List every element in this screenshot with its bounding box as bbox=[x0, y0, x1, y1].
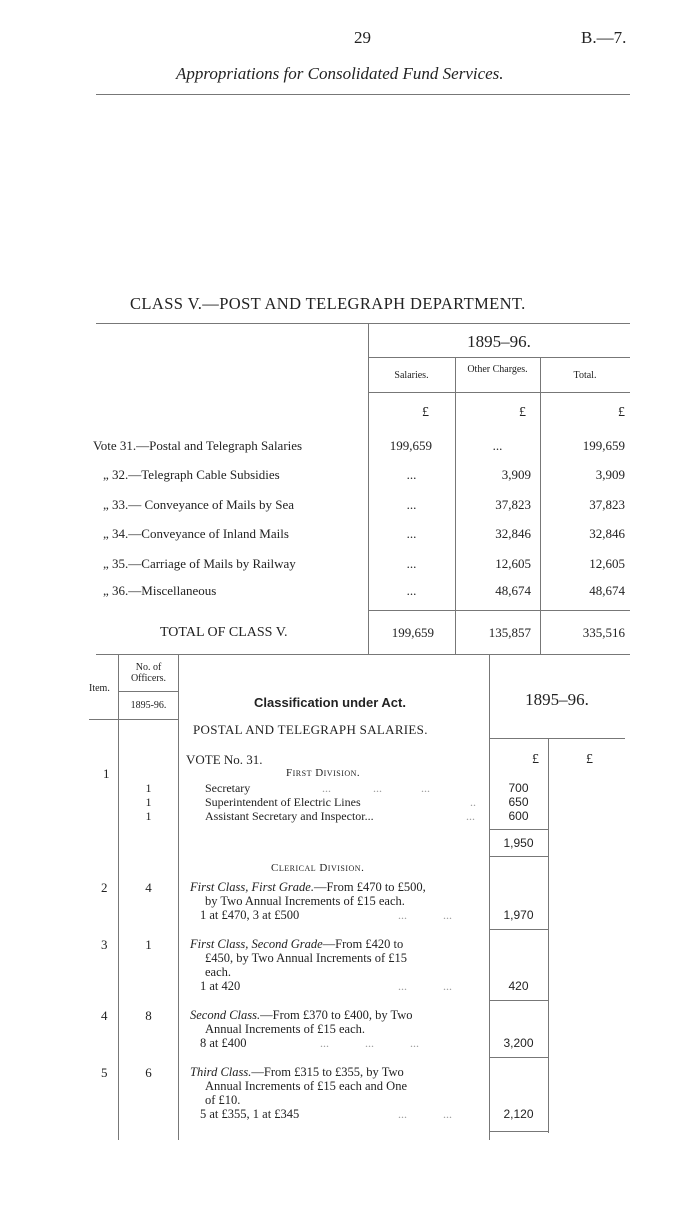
class-desc-line: each. bbox=[205, 965, 232, 979]
officers-count: 4 bbox=[145, 880, 152, 895]
summary-row-label: Vote 31.—Postal and Telegraph Salaries bbox=[93, 438, 303, 453]
leader-dots: ... ... bbox=[398, 1107, 452, 1121]
summary-row-salaries: ... bbox=[406, 497, 417, 512]
cls-currency-1: £ bbox=[532, 752, 539, 767]
clerical-division-heading: Clerical Division. bbox=[271, 862, 365, 874]
class-desc-line: —From £370 to £400, by Two bbox=[260, 1008, 413, 1022]
summary-row-salaries: ... bbox=[406, 526, 417, 541]
summary-row-salaries: ... bbox=[406, 556, 417, 571]
summary-top-rule bbox=[96, 323, 630, 324]
summary-bottom-rule bbox=[96, 654, 630, 655]
cls-amount-col-rule bbox=[489, 655, 490, 1140]
class-title: CLASS V.—POST AND TELEGRAPH DEPARTMENT. bbox=[130, 294, 526, 313]
summary-colhead-rule bbox=[368, 392, 630, 393]
summary-row-total: 199,659 bbox=[582, 438, 625, 453]
col-salaries: Salaries. bbox=[394, 370, 429, 381]
summary-total-total: 335,516 bbox=[582, 625, 625, 640]
class-desc-line: Annual Increments of £15 each and One bbox=[205, 1079, 408, 1093]
summary-row-label: „ 36.—Miscellaneous bbox=[103, 583, 217, 598]
col-officers: No. of Officers. bbox=[130, 662, 167, 684]
summary-total-salaries: 199,659 bbox=[391, 625, 434, 640]
summary-row-other: 37,823 bbox=[495, 497, 531, 512]
fd-subtotal: 1,950 bbox=[503, 836, 534, 850]
summary-row-other: 32,846 bbox=[495, 526, 531, 541]
position-amount: 700 bbox=[508, 781, 529, 795]
leader-dots: ... ... bbox=[398, 979, 452, 993]
position-amount: 600 bbox=[508, 809, 529, 823]
currency-salaries: £ bbox=[422, 405, 429, 420]
summary-row-label: „ 32.—Telegraph Cable Subsidies bbox=[103, 467, 280, 482]
summary-row-other: 48,674 bbox=[495, 583, 531, 598]
leader-dots: .. bbox=[470, 795, 476, 809]
summary-row-total: 12,605 bbox=[589, 556, 625, 571]
cls-officers-col-rule bbox=[178, 655, 179, 1140]
col-total: Total. bbox=[573, 370, 597, 381]
fd-sum-rule bbox=[489, 829, 548, 830]
item-rule bbox=[489, 1000, 548, 1001]
class-desc-line: —From £315 to £355, by Two bbox=[251, 1065, 404, 1079]
summary-row-salaries: 199,659 bbox=[389, 438, 432, 453]
item-number: 5 bbox=[101, 1065, 108, 1080]
officers-count: 1 bbox=[145, 937, 152, 952]
summary-total-other: 135,857 bbox=[488, 625, 531, 640]
summary-total-rule bbox=[368, 610, 630, 611]
item-number: 4 bbox=[101, 1008, 108, 1023]
summary-row-total: 48,674 bbox=[589, 583, 625, 598]
class-name: Second Class. bbox=[190, 1008, 261, 1022]
item-number: 3 bbox=[101, 937, 108, 952]
currency-other: £ bbox=[519, 405, 526, 420]
summary-row-salaries: ... bbox=[406, 583, 417, 598]
officers-count: 6 bbox=[145, 1065, 152, 1080]
col-item: Item. bbox=[89, 683, 110, 694]
cls-left-head-rule bbox=[89, 719, 178, 720]
leader-dots: ... ... bbox=[398, 908, 452, 922]
currency-total: £ bbox=[618, 405, 625, 420]
summary-total-label: TOTAL OF CLASS V. bbox=[160, 625, 288, 640]
position-label: Secretary bbox=[205, 781, 251, 795]
class-amount: 1,970 bbox=[503, 908, 534, 922]
position-amount: 650 bbox=[508, 795, 529, 809]
page-number: 29 bbox=[354, 28, 371, 47]
item-rule bbox=[489, 929, 548, 930]
col-officers-year: 1895-96. bbox=[130, 700, 167, 711]
summary-row-label: „ 34.—Conveyance of Inland Mails bbox=[103, 526, 289, 541]
class-detail: 1 at £470, 3 at £500 bbox=[200, 908, 300, 922]
cls-currency-2: £ bbox=[586, 752, 593, 767]
summary-row-salaries: ... bbox=[406, 467, 417, 482]
summary-row-total: 3,909 bbox=[595, 467, 625, 482]
leader-dots: ... ... ... bbox=[322, 781, 430, 795]
document-code: B.—7. bbox=[581, 28, 627, 47]
summary-row-other: ... bbox=[492, 438, 503, 453]
class-desc-line: of £10. bbox=[205, 1093, 241, 1107]
position-label: Assistant Secretary and Inspector... bbox=[205, 809, 374, 823]
class-amount: 3,200 bbox=[503, 1036, 534, 1050]
item-rule bbox=[489, 1131, 548, 1132]
summary-row-other: 3,909 bbox=[501, 467, 531, 482]
class-amount: 2,120 bbox=[503, 1107, 534, 1121]
class-desc-line: Annual Increments of £15 each. bbox=[205, 1022, 366, 1036]
officers-count: 1 bbox=[145, 809, 152, 823]
summary-row-label: „ 33.— Conveyance of Mails by Sea bbox=[103, 497, 294, 512]
class-name: First Class, First Grade. bbox=[190, 880, 314, 894]
vote-number: VOTE No. 31. bbox=[186, 752, 263, 767]
class-detail: 1 at 420 bbox=[200, 979, 241, 993]
cls-amount-inner-rule bbox=[548, 738, 549, 1133]
classification-heading: Classification under Act. bbox=[254, 695, 406, 710]
class-detail: 8 at £400 bbox=[200, 1036, 247, 1050]
class-desc-line: £450, by Two Annual Increments of £15 bbox=[205, 951, 407, 965]
cls-year-rule bbox=[489, 738, 625, 739]
item-rule bbox=[489, 1057, 548, 1058]
header-rule bbox=[96, 94, 630, 95]
summary-row-total: 32,846 bbox=[589, 526, 625, 541]
officers-count: 8 bbox=[145, 1008, 152, 1023]
officers-count: 1 bbox=[145, 781, 152, 795]
summary-year-rule bbox=[368, 357, 630, 358]
leader-dots: ... ... ... bbox=[320, 1036, 419, 1050]
officers-count: 1 bbox=[145, 795, 152, 809]
class-desc-line: —From £420 to bbox=[322, 937, 404, 951]
summary-row-total: 37,823 bbox=[589, 497, 625, 512]
summary-row-other: 12,605 bbox=[495, 556, 531, 571]
section-title: POSTAL AND TELEGRAPH SALARIES. bbox=[193, 722, 428, 737]
class-detail: 5 at £355, 1 at £345 bbox=[200, 1107, 300, 1121]
class-name: Third Class. bbox=[190, 1065, 252, 1079]
officers-head-rule bbox=[119, 691, 178, 692]
first-division-heading: First Division. bbox=[286, 767, 361, 779]
class-desc-line: —From £470 to £500, bbox=[313, 880, 426, 894]
class-amount: 420 bbox=[508, 979, 529, 993]
summary-row-label: „ 35.—Carriage of Mails by Railway bbox=[103, 556, 296, 571]
class-name: First Class, Second Grade bbox=[190, 937, 323, 951]
item-number: 1 bbox=[103, 766, 110, 781]
running-title: Appropriations for Consolidated Fund Services. bbox=[176, 64, 504, 83]
summary-year: 1895–96. bbox=[467, 332, 531, 351]
leader-dots: ... bbox=[466, 809, 475, 823]
position-label: Superintendent of Electric Lines bbox=[205, 795, 361, 809]
class-desc-line: by Two Annual Increments of £15 each. bbox=[205, 894, 405, 908]
item-number: 2 bbox=[101, 880, 108, 895]
fd-subtotal-rule bbox=[489, 856, 548, 857]
col-other-charges: Other Charges. bbox=[467, 364, 528, 375]
classification-year: 1895–96. bbox=[525, 690, 589, 709]
